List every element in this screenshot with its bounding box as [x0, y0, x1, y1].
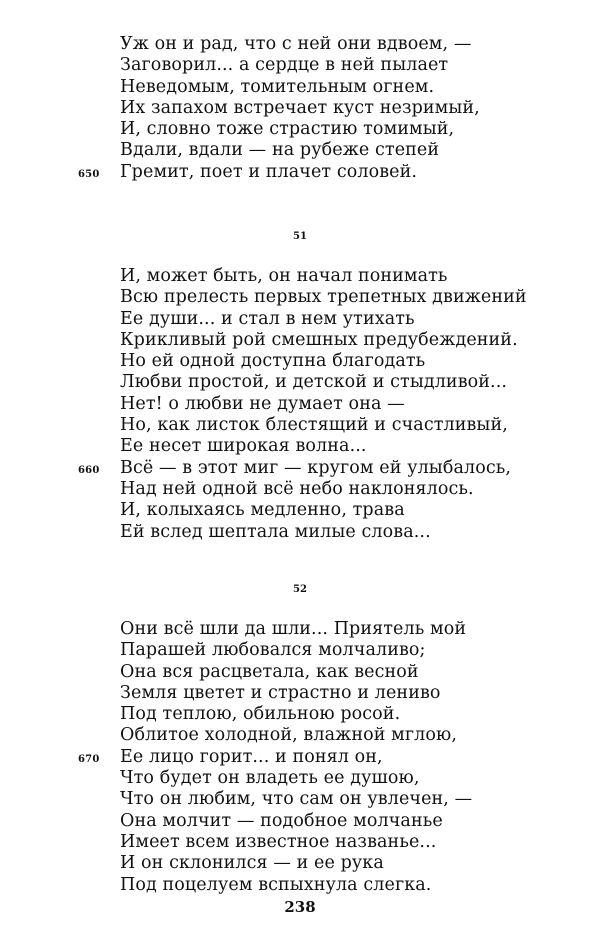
verse-text: И, может быть, он начал понимать [120, 266, 448, 286]
verse-text: Она молчит — подобное молчанье [120, 810, 443, 831]
verse-text: Вдали, вдали — на рубеже степей [120, 140, 440, 161]
verse-line [120, 704, 560, 725]
verse-line [120, 662, 560, 683]
verse-text: Ей вслед шептала милые слова... [120, 521, 431, 542]
verse-line [120, 77, 560, 98]
verse-text: Но, как листок блестящий и счастливый, [120, 415, 508, 436]
verse-line [120, 98, 560, 119]
verse-line [120, 640, 560, 661]
line-number: 660 [78, 464, 100, 476]
verse-line [120, 619, 560, 640]
verse-line [120, 309, 560, 330]
verse-text: Неведомым, томительным огнем. [120, 76, 435, 97]
section-number: 52 [293, 584, 307, 595]
verse-line [120, 287, 560, 308]
verse-text: Под поцелуем вспыхнула слегка. [120, 874, 432, 895]
verse-text: Ее несет широкая волна... [120, 436, 367, 457]
verse-line [120, 768, 560, 789]
page-number: 238 [284, 898, 316, 916]
verse-line [120, 415, 560, 436]
line-number: 650 [78, 168, 100, 180]
verse-text: Уж он и рад, что с ней они вдвоем, — [120, 34, 472, 54]
verse-text: Всё — в этот миг — кругом ей улыбалось, [120, 457, 512, 478]
verse-text: Ее лицо горит... и понял он, [120, 746, 383, 767]
verse-line [120, 853, 560, 874]
verse-line [120, 330, 560, 351]
verse-text: Всю прелесть первых трепетных движений [120, 287, 527, 308]
verse-line [120, 683, 560, 704]
verse-line [120, 436, 560, 457]
verse-line [120, 34, 560, 55]
verse-text: Но ей одной доступна благодать [120, 351, 426, 372]
stanza [78, 619, 560, 896]
verse-line [120, 811, 560, 832]
verse-line [120, 875, 560, 896]
verse-text: Что будет он владеть ее душою, [120, 768, 420, 789]
verse-text: Заговорил... а сердце в ней пылает [120, 55, 449, 76]
verse-text: Земля цветет и страстно и лениво [120, 682, 441, 703]
verse-line [120, 522, 560, 543]
verse-line [120, 789, 560, 810]
verse-line [120, 351, 560, 372]
verse-line [120, 140, 560, 161]
verse-text: Их запахом встречает куст незримый, [120, 97, 480, 118]
verse-line [78, 161, 560, 183]
section-number: 51 [293, 231, 307, 242]
verse-text: Крикливый рой смешных предубеждений. [120, 329, 518, 350]
verse-text: Облитое холодной, влажной мглою, [120, 725, 457, 746]
verse-text: Нет! о любви не думает она — [120, 393, 405, 414]
stanza [78, 266, 560, 543]
stanza [78, 34, 560, 183]
line-number: 670 [78, 753, 100, 765]
verse-line [120, 119, 560, 140]
verse-line [78, 457, 560, 479]
verse-text: Парашей любовался молчаливо; [120, 640, 426, 661]
verse-text: Под теплою, обильною росой. [120, 704, 401, 725]
verse-text: Имеет всем известное названье... [120, 831, 437, 852]
verse-text: И, колыхаясь медленно, трава [120, 500, 405, 521]
verse-line [120, 394, 560, 415]
verse-text: И он склонился — и ее рука [120, 853, 384, 874]
verse-line [120, 55, 560, 76]
verse-line [120, 266, 560, 287]
verse-text: Гремит, поет и плачет соловей. [120, 161, 418, 182]
verse-text: Она вся расцветала, как весной [120, 661, 419, 682]
verse-line [120, 500, 560, 521]
verse-line [78, 746, 560, 768]
verse-text: Любви простой, и детской и стыдливой... [120, 372, 508, 393]
verse-line [120, 479, 560, 500]
verse-text: Они всё шли да шли... Приятель мой [120, 619, 467, 639]
verse-text: Ее души... и стал в нем утихать [120, 308, 415, 329]
verse-text: Над ней одной всё небо наклонялось. [120, 478, 474, 499]
verse-text: И, словно тоже страстию томимый, [120, 119, 455, 140]
verse-line [120, 372, 560, 393]
verse-text: Что он любим, что сам он увлечен, — [120, 789, 473, 810]
verse-line [120, 725, 560, 746]
verse-line [120, 832, 560, 853]
